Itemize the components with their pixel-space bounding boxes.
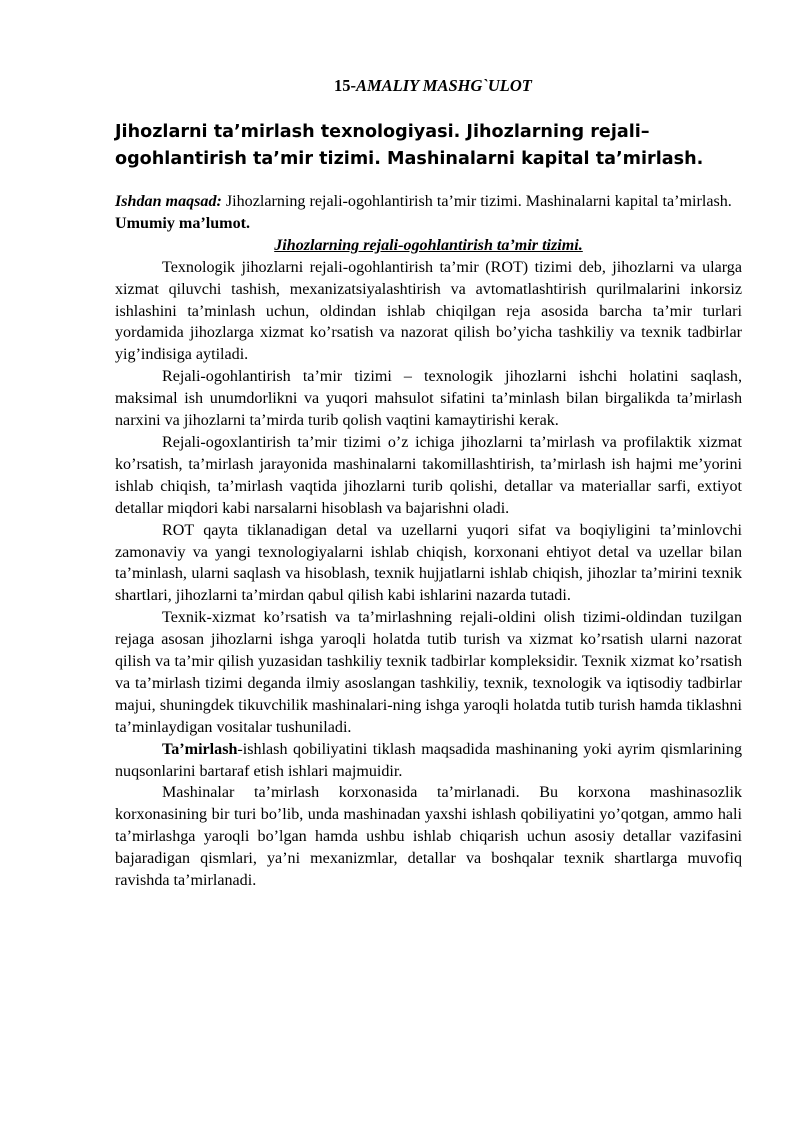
main-heading: Jihozlarni ta’mirlash texnologiyasi. Jihozlarning rejali–ogohlantirish ta’mir tizimi. Mashinalarni kapital ta’mirlash.	[115, 122, 704, 169]
goal-label: Ishdan maqsad:	[115, 193, 222, 210]
lesson-number: 15-	[334, 76, 356, 95]
paragraph-rot-definition: Texnologik jihozlarni rejali-ogohlantirish ta’mir (ROT) tizimi deb, jihozlarni va ularga xizmat qiluvchi tashish, mexanizatsiyalashtirish va avtomatlashtirish qurilmalarini inkorsiz ishlashini ta’minlash uchun, oldindan ishlab chiqilgan reja asosida barcha ta’mir turlari yordamida jihozlarga xizmat ko’rsatish va nazorat qilish bo’yicha tashkiliy va texnik tadbirlar yig’indisiga aytiladi.	[115, 258, 742, 364]
lesson-title-text: AMALIY MASHG`ULOT	[356, 76, 532, 95]
lesson-title	[334, 76, 532, 96]
section-heading: Jihozlarning rejali-ogohlantirish ta’mir tizimi.	[274, 236, 583, 254]
goal-paragraph	[115, 191, 742, 213]
repair-definition-text: -ishlash qobiliyatini tiklash maqsadida mashinaning yoki ayrim qismlarining nuqsonlarini bartaraf etish ishlari majmuidir.	[115, 740, 742, 780]
paragraph-rot-purpose: Rejali-ogohlantirish ta’mir tizimi – texnologik jihozlarni ishchi holatini saqlash, maksimal ish unumdorlikni va yuqori mahsulot sifatini ta’minlash bilan birgalikda ta’mirlash narxini va jihozlarni ta’mirda turib qolish vaqtini kamaytirishi kerak.	[115, 368, 742, 430]
document-body	[115, 191, 742, 892]
paragraph-maintenance-system: Texnik-xizmat ko’rsatish va ta’mirlashning rejali-oldini olish tizimi-oldindan tuzilgan rejaga asosan jihozlarni ishga yaroqli holatda tutib turish va xizmat ko’rsatish ularni nazorat qilish va ta’mir qilish yuzasidan tashkiliy texnik tadbirlar kompleksidir. Texnik xizmat ko’rsatish va ta’mirlash tizimi deganda ilmiy asoslangan tashkiliy, texnik, texnologik va iqtisodiy tadbirlar majui, shuningdek tikuvchilik mashinalari-ning ishga yaroqli holatda tutib turish hamda tiklashni ta’minlaydigan vositalar tushuniladi.	[115, 609, 742, 736]
paragraph-rot-scope: Rejali-ogoxlantirish ta’mir tizimi o’z ichiga jihozlarni ta’mirlash va profilaktik xizmat ko’rsatish, ta’mirlash jarayonida mashinalarni takomillashtirish, ta’mirlash ish hajmi me’yorini ishlab chiqish, ta’mirlash vaqtida jihozlarni turib qolishi, detallar va materiallar sarfi, extiyot detallar miqdori kabi narsalarni hisoblash va bajarishni oladi.	[115, 433, 742, 517]
paragraph-repair-enterprise: Mashinalar ta’mirlash korxonasida ta’mirlanadi. Bu korxona mashinasozlik korxonasining bir turi bo’lib, unda mashinadan yaxshi ishlash qobiliyatini yo’qotgan, ammo hali ta’mirlashga yaroqli bo’lgan hamda ushbu ishlab chiqarish uchun asosiy detallar vazifasini bajaradigan qismlari, ya’ni mexanizmlar, detallar va boshqalar texnik shartlarga muvofiq ravishda ta’mirlanadi.	[115, 784, 742, 890]
repair-term: Ta’mirlash	[162, 740, 238, 758]
general-info-heading: Umumiy ma’lumot.	[115, 214, 250, 232]
goal-text: Jihozlarning rejali-ogohlantirish ta’mir tizimi. Mashinalarni kapital ta’mirlash.	[221, 193, 732, 210]
paragraph-rot-tasks: ROT qayta tiklanadigan detal va uzellarni yuqori sifat va boqiyligini ta’minlovchi zamonaviy va yangi texnologiyalarni ishlab chiqish, korxonani ehtiyot detal va uzellar bilan ta’minlash, ularni saqlash va hisoblash, texnik hujjatlarni ishlab chiqish, jihozlar ta’mirini texnik shartlari, jihozlarni ta’mirdan qabul qilish kabi ishlarini nazarda tutadi.	[115, 521, 742, 605]
paragraph-repair-definition	[115, 739, 742, 783]
